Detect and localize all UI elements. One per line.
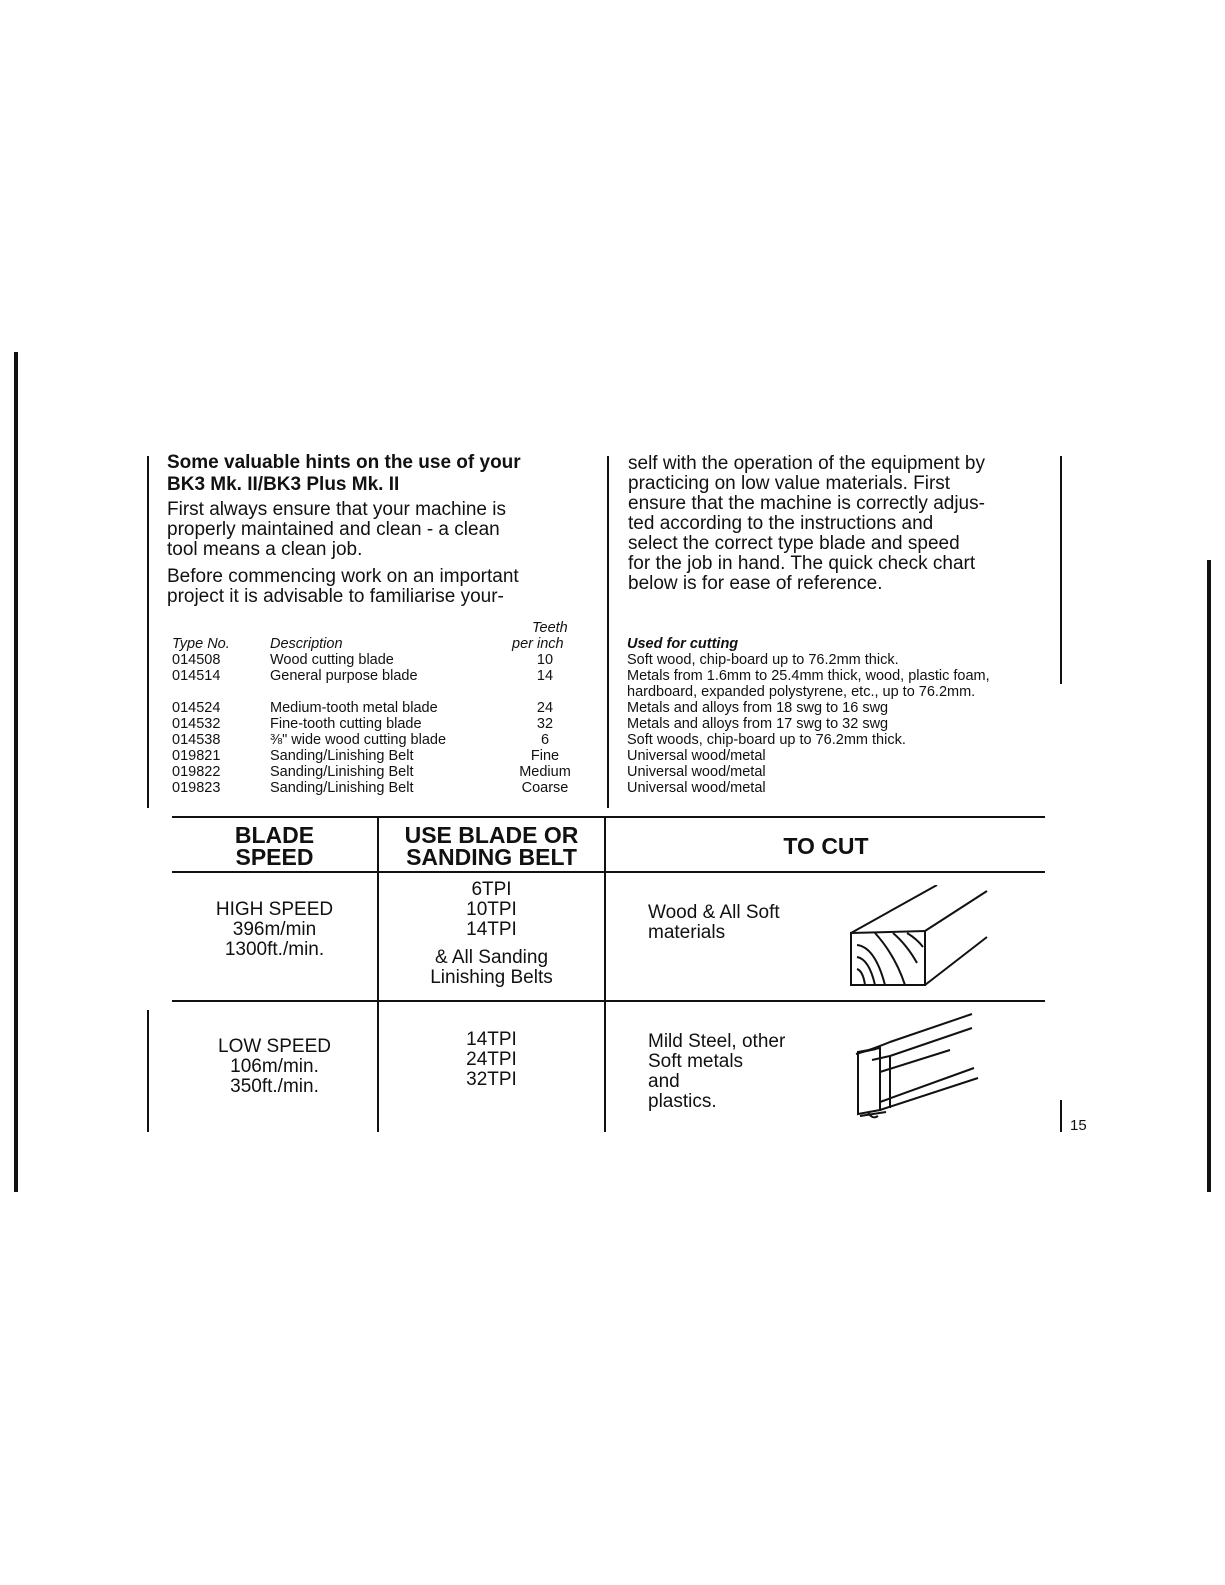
teeth-header-line-2: per inch: [512, 636, 564, 652]
teeth-value: Fine: [530, 748, 560, 764]
speed-line: 106m/min.: [230, 1056, 319, 1077]
header-line: BLADE: [234, 822, 315, 848]
page-number: 15: [1070, 1117, 1087, 1134]
right-paragraph: [628, 454, 1058, 594]
cut-line: Mild Steel, other: [648, 1031, 786, 1052]
used-for-text: Universal wood/metal: [627, 780, 766, 796]
used-for-text: Metals and alloys from 17 swg to 32 swg: [627, 716, 889, 732]
low-speed-cut-cell: [648, 1032, 848, 1112]
teeth-value: Medium: [519, 764, 571, 780]
text-line: for the job in hand. The quick check chart: [628, 553, 976, 574]
low-speed-cell: [172, 1037, 377, 1097]
text-line: self with the operation of the equipment by: [628, 453, 986, 474]
text-line: Before commencing work on an important: [167, 566, 519, 587]
type-number: 019822: [172, 764, 221, 780]
type-number: 014538: [172, 732, 221, 748]
used-for-text: Universal wood/metal: [627, 748, 766, 764]
blade-description: General purpose blade: [270, 668, 418, 684]
speed-table-header-rule: [172, 871, 1045, 873]
text-line: First always ensure that your machine is: [167, 499, 506, 520]
used-for-text: Metals and alloys from 18 swg to 16 swg: [627, 700, 889, 716]
type-number: 019823: [172, 780, 221, 796]
cut-line: and: [648, 1071, 680, 1092]
text-line: below is for ease of reference.: [628, 573, 883, 594]
heading-line-1: Some valuable hints on the use of your: [167, 452, 521, 473]
speed-table-row-rule: [172, 1000, 1045, 1002]
teeth-value: 32: [536, 716, 554, 732]
teeth-value: 14: [536, 668, 554, 684]
speed-table-top-rule: [172, 816, 1045, 818]
table-row: [0, 748, 1225, 764]
low-speed-blade-cell: [379, 1030, 604, 1090]
speed-line: 1300ft./min.: [224, 939, 325, 960]
table-row: [0, 732, 1225, 748]
header-line: SPEED: [235, 844, 314, 870]
use-blade-header: [379, 824, 604, 868]
tpi-value: 14TPI: [466, 919, 517, 940]
high-speed-cell: [172, 900, 377, 960]
table-row: [0, 652, 1225, 668]
teeth-header-line-1: Teeth: [532, 620, 568, 636]
tpi-value: 10TPI: [466, 899, 517, 920]
blade-description: Fine-tooth cutting blade: [270, 716, 422, 732]
used-for-text: Soft wood, chip-board up to 76.2mm thick.: [627, 652, 899, 668]
type-number: 014508: [172, 652, 221, 668]
table-row: [0, 700, 1225, 716]
header-line: USE BLADE OR: [404, 822, 579, 848]
table-row: [0, 780, 1225, 796]
blade-description: ⅜" wide wood cutting blade: [270, 732, 447, 748]
used-for-text: hardboard, expanded polystyrene, etc., up to 76.2mm.: [627, 684, 976, 700]
cut-line: Wood & All Soft: [648, 902, 780, 923]
type-number: 014532: [172, 716, 221, 732]
used-for-header: Used for cutting: [627, 636, 739, 652]
table-row: [0, 764, 1225, 780]
wood-block-icon: [845, 885, 995, 990]
cut-line: Soft metals: [648, 1051, 744, 1072]
tpi-value: 24TPI: [466, 1049, 517, 1070]
intro-paragraph-1: [167, 500, 607, 560]
table-row: [0, 716, 1225, 732]
tpi-value: 14TPI: [466, 1029, 517, 1050]
header-line: SANDING BELT: [406, 844, 577, 870]
high-speed-blade-cell: [379, 880, 604, 988]
blade-note: Linishing Belts: [430, 967, 553, 988]
speed-table-col-rule-2: [604, 816, 606, 1132]
table-row: [0, 684, 1225, 700]
tpi-value: 32TPI: [466, 1069, 517, 1090]
blade-description: Wood cutting blade: [270, 652, 394, 668]
table-row: [0, 668, 1225, 684]
teeth-value: 6: [540, 732, 550, 748]
description-header: Description: [270, 636, 343, 652]
teeth-value: 24: [536, 700, 554, 716]
used-for-text: Metals from 1.6mm to 25.4mm thick, wood, plastic foam,: [627, 668, 990, 684]
tpi-value: 6TPI: [471, 879, 512, 900]
text-line: select the correct type blade and speed: [628, 533, 960, 554]
intro-paragraph-2: [167, 567, 607, 607]
type-no-header: Type No.: [172, 636, 230, 652]
high-speed-cut-cell: [648, 903, 848, 943]
speed-line: HIGH SPEED: [215, 899, 334, 920]
blade-description: Sanding/Linishing Belt: [270, 748, 414, 764]
type-number: 019821: [172, 748, 221, 764]
speed-line: 396m/min: [232, 919, 317, 940]
text-line: project it is advisable to familiarise your-: [167, 586, 504, 607]
teeth-value: 10: [536, 652, 554, 668]
text-line: ensure that the machine is correctly adjus-: [628, 493, 985, 514]
used-for-text: Universal wood/metal: [627, 764, 766, 780]
text-line: ted according to the instructions and: [628, 513, 934, 534]
heading-line-2: BK3 Mk. II/BK3 Plus Mk. II: [167, 474, 400, 495]
text-line: practicing on low value materials. First: [628, 473, 951, 494]
cut-line: materials: [648, 922, 726, 943]
to-cut-header: TO CUT: [783, 833, 869, 859]
blade-description: Sanding/Linishing Belt: [270, 780, 414, 796]
blade-note: & All Sanding: [434, 947, 549, 968]
blade-description: Medium-tooth metal blade: [270, 700, 438, 716]
used-for-text: Soft woods, chip-board up to 76.2mm thick.: [627, 732, 906, 748]
type-number: 014524: [172, 700, 221, 716]
speed-table-left-rule: [147, 1010, 149, 1132]
speed-table-right-rule: [1060, 1100, 1062, 1132]
text-line: tool means a clean job.: [167, 539, 363, 560]
text-line: properly maintained and clean - a clean: [167, 519, 500, 540]
teeth-value: Coarse: [521, 780, 569, 796]
blade-speed-header: [172, 824, 377, 868]
speed-line: 350ft./min.: [230, 1076, 319, 1097]
steel-i-beam-icon: [850, 1012, 985, 1132]
type-number: 014514: [172, 668, 221, 684]
speed-line: LOW SPEED: [218, 1036, 331, 1057]
section-heading: [167, 452, 607, 496]
cut-line: plastics.: [648, 1091, 717, 1112]
blade-description: Sanding/Linishing Belt: [270, 764, 414, 780]
right-column-rule: [1060, 456, 1062, 684]
